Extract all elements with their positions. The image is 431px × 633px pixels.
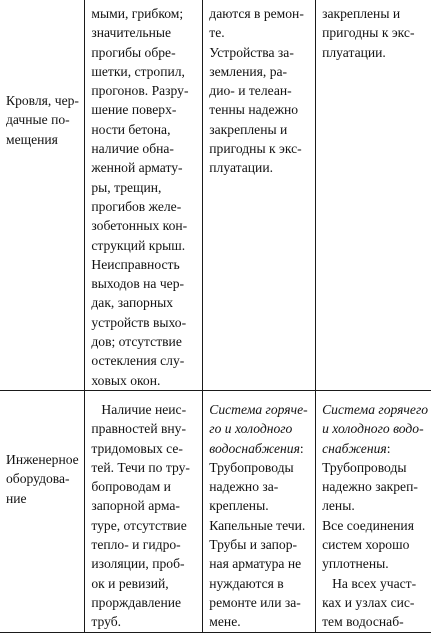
subsection-heading-line: и холодного водо- (322, 421, 424, 437)
defects-line: правностей вну- (91, 421, 187, 437)
defects-line: шение поверх- (91, 102, 177, 118)
defects-line: зобетонных кон- (91, 218, 188, 234)
col4-line: плуатации. (322, 44, 386, 60)
col3-line: даются в ремон- (209, 6, 304, 21)
col3-line: земления, ра- (209, 63, 288, 79)
defects-line: прогибы обре- (91, 44, 176, 60)
good-cell (316, 0, 431, 390)
defects-line: тридомовых се- (91, 440, 183, 456)
defects-line: ок и ревизий, (91, 575, 169, 591)
defects-line: ховых окон. (91, 372, 161, 388)
col4-line: закреплены и (322, 6, 401, 21)
defects-line: женной армату- (91, 160, 183, 176)
col3-line: те. (209, 25, 225, 41)
col3-line: Трубы и запор- (209, 537, 298, 553)
defects-line: бопроводам и (91, 479, 171, 495)
category-line: дачные по- (6, 112, 70, 128)
col3-line: мене. (209, 614, 241, 630)
col3-line: ремонте или за- (209, 594, 301, 610)
defects-line: струкций крыш. (91, 237, 186, 253)
col4-line: лены. (322, 498, 355, 514)
category-line: оборудова- (6, 471, 70, 487)
heading-colon: : (299, 440, 304, 456)
col3-line: закреплены и (209, 121, 288, 137)
category-line: Кровля, чер- (6, 93, 79, 108)
defects-line: дов; отсутствие (91, 334, 182, 350)
defects-cell (85, 390, 203, 632)
defects-line: тепло- и гидро- (91, 537, 181, 553)
col3-line: креплены. (209, 498, 269, 514)
subsection-heading-last (209, 439, 310, 458)
col4-line: пригодны к экс- (322, 25, 415, 41)
table-row (0, 390, 431, 632)
col3-line: нуждаются в (209, 575, 284, 591)
col4-line: тем водоснаб- (322, 614, 404, 630)
subsection-heading-line: го и холодного (209, 421, 293, 437)
defects-line: Неисправность (91, 256, 180, 272)
col4-line: ках и узлах сис- (322, 594, 415, 610)
col3-line: пригодны к экс- (209, 141, 302, 157)
defects-line: остекления слу- (91, 353, 185, 369)
col3-line: Капельные течи. (209, 517, 306, 533)
subsection-heading-line: Система горячего (322, 401, 429, 417)
col3-line: дио- и телеан- (209, 83, 292, 99)
subsection-heading-line: снабжения (322, 440, 387, 456)
defects-line: запорной арма- (91, 498, 180, 514)
category-cell (0, 390, 85, 632)
category-line: Инженерное (6, 451, 79, 467)
defects-line: ности бетона, (91, 121, 171, 137)
col4-line: На всех участ- (332, 575, 417, 591)
defects-line: Наличие неис- (101, 401, 187, 417)
defects-cell (85, 0, 203, 390)
category-line: ние (6, 490, 27, 506)
satisfactory-cell (203, 390, 316, 632)
defects-line: выходов на чер- (91, 276, 185, 292)
defects-line: прорждавление (91, 594, 182, 610)
defects-line: шетки, стропил, (91, 63, 185, 79)
defects-line: мыми, грибком; (91, 6, 184, 21)
subsection-heading-last (322, 439, 426, 458)
defects-line: труб. (91, 614, 122, 630)
col3-line: ная арматура не (209, 556, 302, 572)
col4-line: систем хорошо (322, 537, 410, 553)
category-line: мещения (6, 131, 58, 147)
defects-line: прогонов. Разру- (91, 83, 189, 99)
defects-line: тей. Течи по тру- (91, 459, 190, 475)
category-cell (0, 0, 85, 390)
subsection-heading-line: Система горяче- (209, 401, 308, 417)
heading-colon: : (386, 440, 391, 456)
col4-line: уплотнены. (322, 556, 389, 572)
col4-line: надежно закреп- (322, 479, 418, 495)
defects-line: прогибов желе- (91, 198, 182, 214)
defects-line: туре, отсутствие (91, 517, 187, 533)
col3-line: плуатации. (209, 160, 274, 176)
defects-line: ры, трещин, (91, 179, 162, 195)
defects-line: наличие обна- (91, 141, 174, 157)
col3-line: Трубопроводы (209, 459, 294, 475)
col4-line: Трубопроводы (322, 459, 407, 475)
col3-line: надежно за- (209, 479, 279, 495)
good-cell (316, 390, 431, 632)
subsection-heading-line: водоснабжения (209, 440, 300, 456)
col3-line: Устройства за- (209, 44, 294, 60)
col3-line: тенны надежно (209, 102, 299, 118)
defects-line: дак, запорных (91, 295, 174, 311)
defects-line: изоляции, проб- (91, 556, 185, 572)
satisfactory-cell (203, 0, 316, 390)
defects-line: значительные (91, 25, 172, 41)
col4-line: Все соединения (322, 517, 414, 533)
defects-line: устройств выхо- (91, 314, 187, 330)
